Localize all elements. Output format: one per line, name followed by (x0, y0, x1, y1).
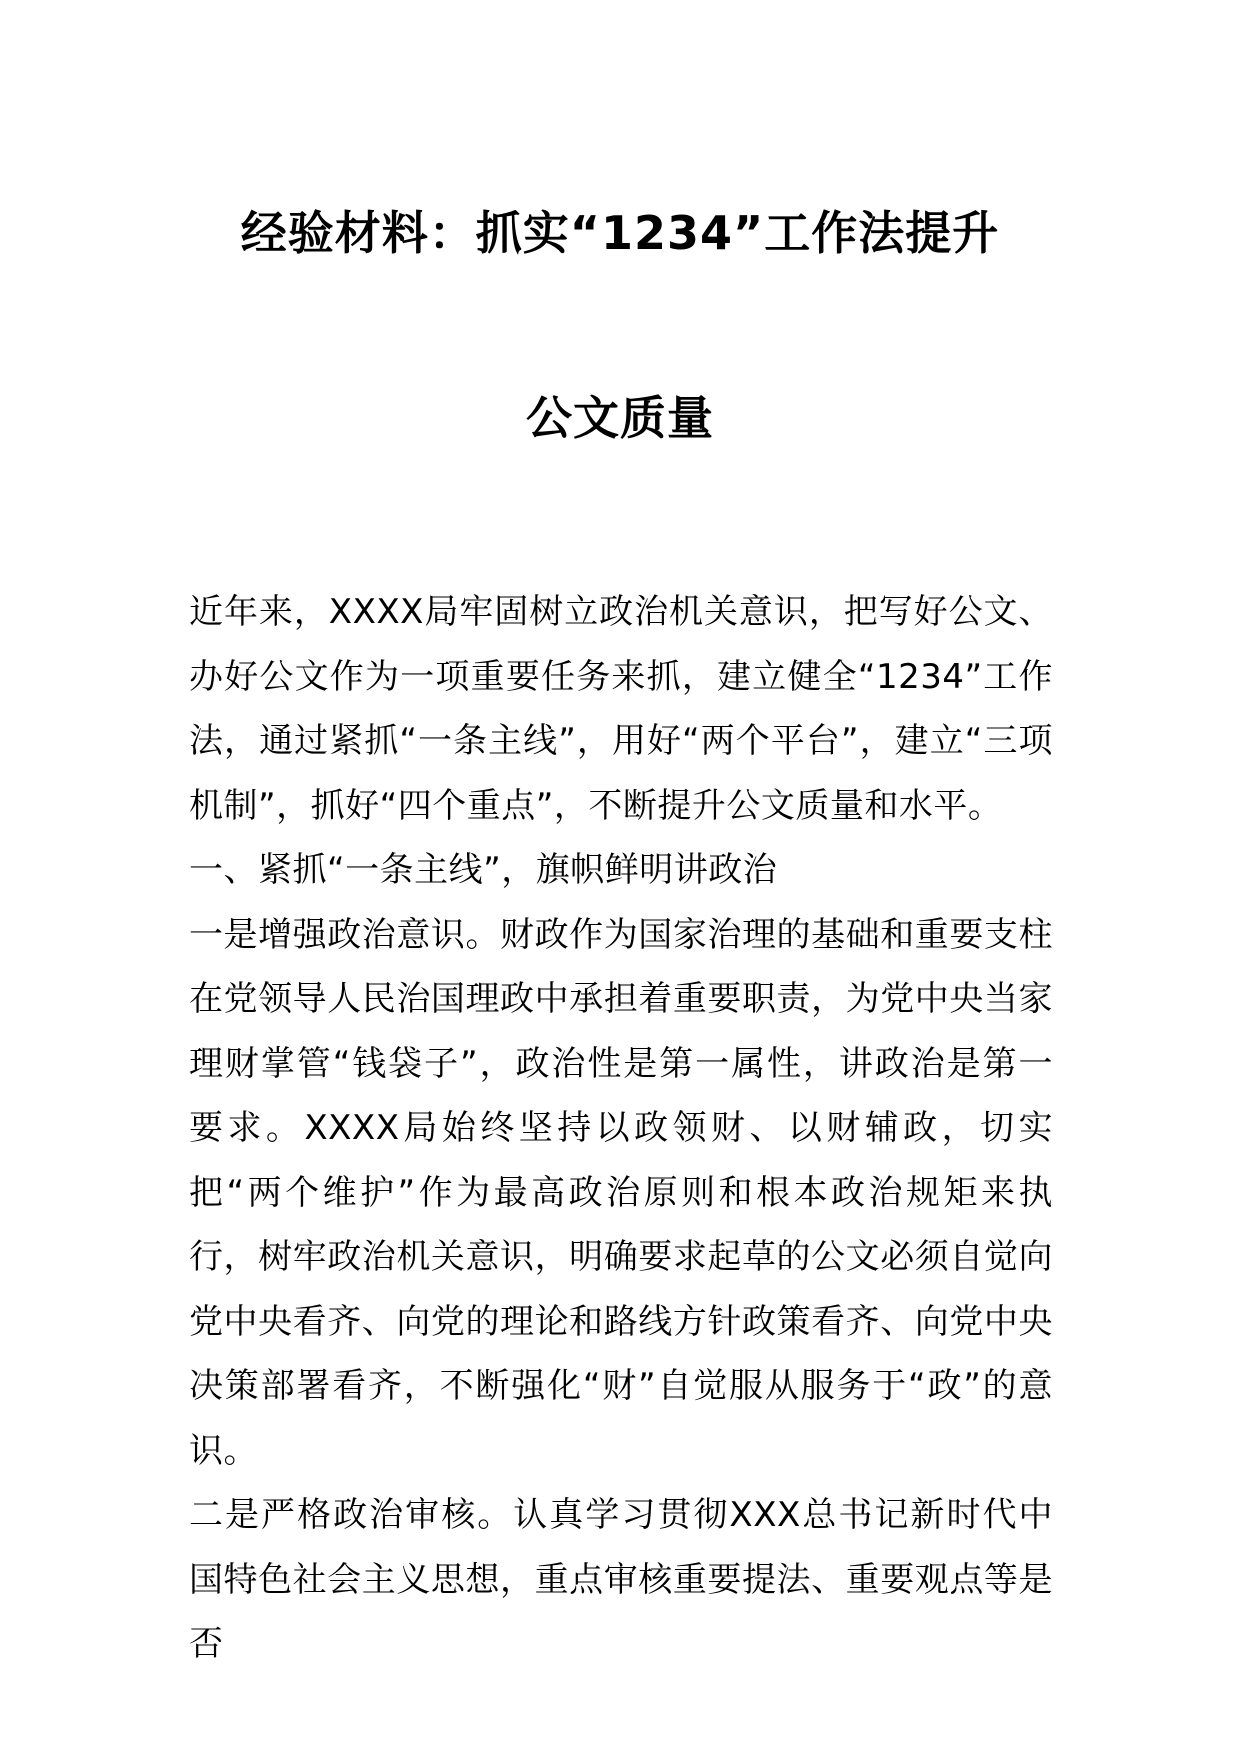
paragraph-political-review: 二是严格政治审核。认真学习贯彻XXX总书记新时代中国特色社会主义思想，重点审核重要提法、重要观点等是否 (189, 1495, 1053, 1664)
document-title-line-2: 公文质量 (526, 391, 714, 445)
document-body (189, 580, 1053, 1677)
document-title-line-1: 经验材料：抓实“1234”工作法提升 (240, 206, 1000, 260)
section-heading-1: 一、紧抓“一条主线”，旗帜鲜明讲政治 (189, 850, 778, 890)
intro-paragraph: 近年来，XXXX局牢固树立政治机关意识，把写好公文、办好公文作为一项重要任务来抓，建立健全“1234”工作法，通过紧抓“一条主线”，用好“两个平台”，建立“三项机制”，抓好“四个重点”，不断提升公文质量和水平。 (189, 592, 1053, 826)
paragraph-political-awareness: 一是增强政治意识。财政作为国家治理的基础和重要支柱在党领导人民治国理政中承担着重要职责，为党中央当家理财掌管“钱袋子”，政治性是第一属性，讲政治是第一要求。XXXX局始终坚持以政领财、以财辅政，切实把“两个维护”作为最高政治原则和根本政治规矩来执行，树牢政治机关意识，明确要求起草的公文必须自觉向党中央看齐、向党的理论和路线方针政策看齐、向党中央决策部署看齐，不断强化“财”自觉服从服务于“政”的意识。 (189, 914, 1053, 1471)
